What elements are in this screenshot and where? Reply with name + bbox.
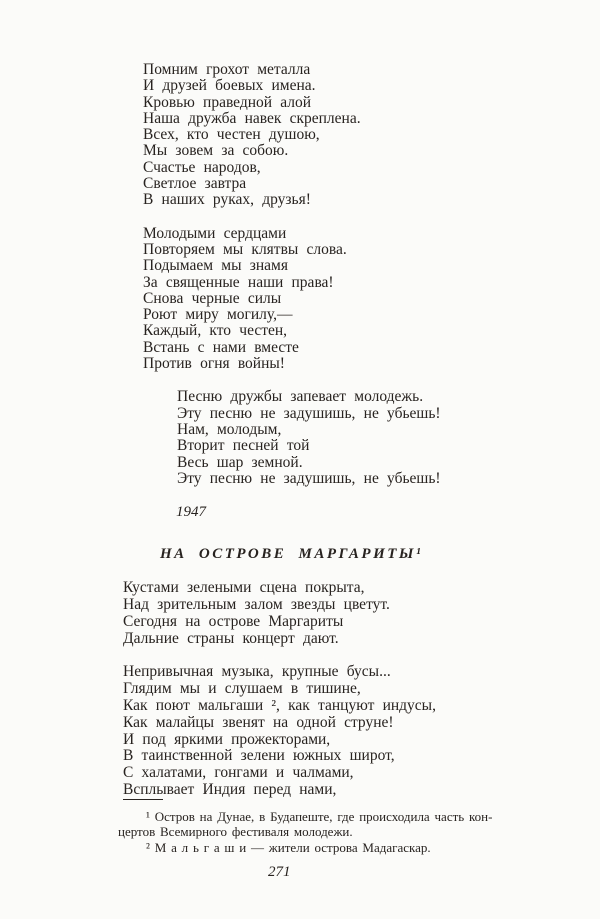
text-line: Роют миру могилу,—	[143, 306, 293, 324]
text-line: Мы зовем за собою.	[143, 142, 289, 160]
text-line: Снова черные силы	[143, 289, 282, 307]
text-line: Эту песню не задушишь, не убьешь!	[177, 469, 441, 487]
poem-first	[0, 62, 600, 521]
poem-second	[0, 545, 600, 799]
text-line: Каждый, кто честен,	[143, 322, 288, 340]
text-line: Сегодня на острове Маргариты	[123, 612, 344, 630]
text-line: ¹ Остров на Дунае, в Будапеште, где происходила часть кон-	[146, 808, 493, 824]
text-line: Против огня войны!	[143, 355, 285, 373]
text-line: Над зрительным залом звезды цветут.	[123, 595, 390, 613]
footnote-1	[118, 809, 520, 840]
text-line: Наша дружба навек скреплена.	[143, 109, 361, 127]
text-line: Кустами зелеными сцена покрыта,	[123, 579, 365, 597]
text-line: Молодыми сердцами	[143, 224, 287, 242]
text-line: Как малайцы звенят на одной струне!	[123, 713, 394, 731]
text-line: Эту песню не задушишь, не убьешь!	[177, 404, 441, 422]
text-line: С халатами, гонгами и чалмами,	[123, 764, 354, 782]
text-line: Кровью праведной алой	[143, 93, 312, 111]
text-line: Всех, кто честен душою,	[143, 126, 320, 144]
poem-second-stanza-2	[123, 664, 600, 798]
text-line: Помним грохот металла	[143, 61, 311, 78]
text-line: Нам, молодым,	[177, 420, 282, 438]
text-line: Непривычная музыка, крупные бусы...	[123, 663, 391, 681]
text-line: Песню дружбы запевает молодежь.	[177, 388, 424, 406]
text-line: Счастье народов,	[143, 158, 261, 176]
text-line: Как поют мальгаши ², как танцуют индусы,	[123, 696, 436, 714]
poem-first-stanza-2	[143, 226, 600, 373]
text-line: И друзей боевых имена.	[143, 77, 316, 95]
text-line: Повторяем мы клятвы слова.	[143, 240, 347, 258]
text-line: Светлое завтра	[143, 175, 247, 193]
text-line: Встань с нами вместе	[143, 338, 299, 356]
poem-first-stanza-1	[143, 62, 600, 209]
text-line: В таинственной зелени южных широт,	[123, 747, 395, 765]
poem-second-stanza-1	[123, 580, 600, 647]
text-line: И под яркими прожекторами,	[123, 730, 331, 748]
text-line: Вторит песней той	[177, 437, 310, 455]
footnotes	[118, 809, 520, 856]
poem-title: НА ОСТРОВЕ МАРГАРИТЫ¹	[160, 546, 423, 563]
page-number: 271	[268, 864, 291, 881]
footnote-2	[118, 840, 520, 856]
footnote-divider	[123, 799, 163, 800]
text-line: Глядим мы и слушаем в тишине,	[123, 680, 361, 698]
poem-date: 1947	[176, 504, 206, 521]
text-line: За священные наши права!	[143, 273, 334, 291]
poem-first-stanza-3	[177, 389, 600, 487]
text-line: В наших руках, друзья!	[143, 191, 311, 209]
text-line: цертов Всемирного фестиваля молодежи.	[118, 824, 353, 840]
text-line: Весь шар земной.	[177, 453, 303, 471]
text-line: ² М а л ь г а ш и — жители острова Мадагаскар.	[146, 839, 431, 855]
text-line: Подымаем мы знамя	[143, 257, 288, 275]
text-line: Дальние страны концерт дают.	[123, 629, 339, 647]
text-line: Всплывает Индия перед нами,	[123, 780, 337, 798]
